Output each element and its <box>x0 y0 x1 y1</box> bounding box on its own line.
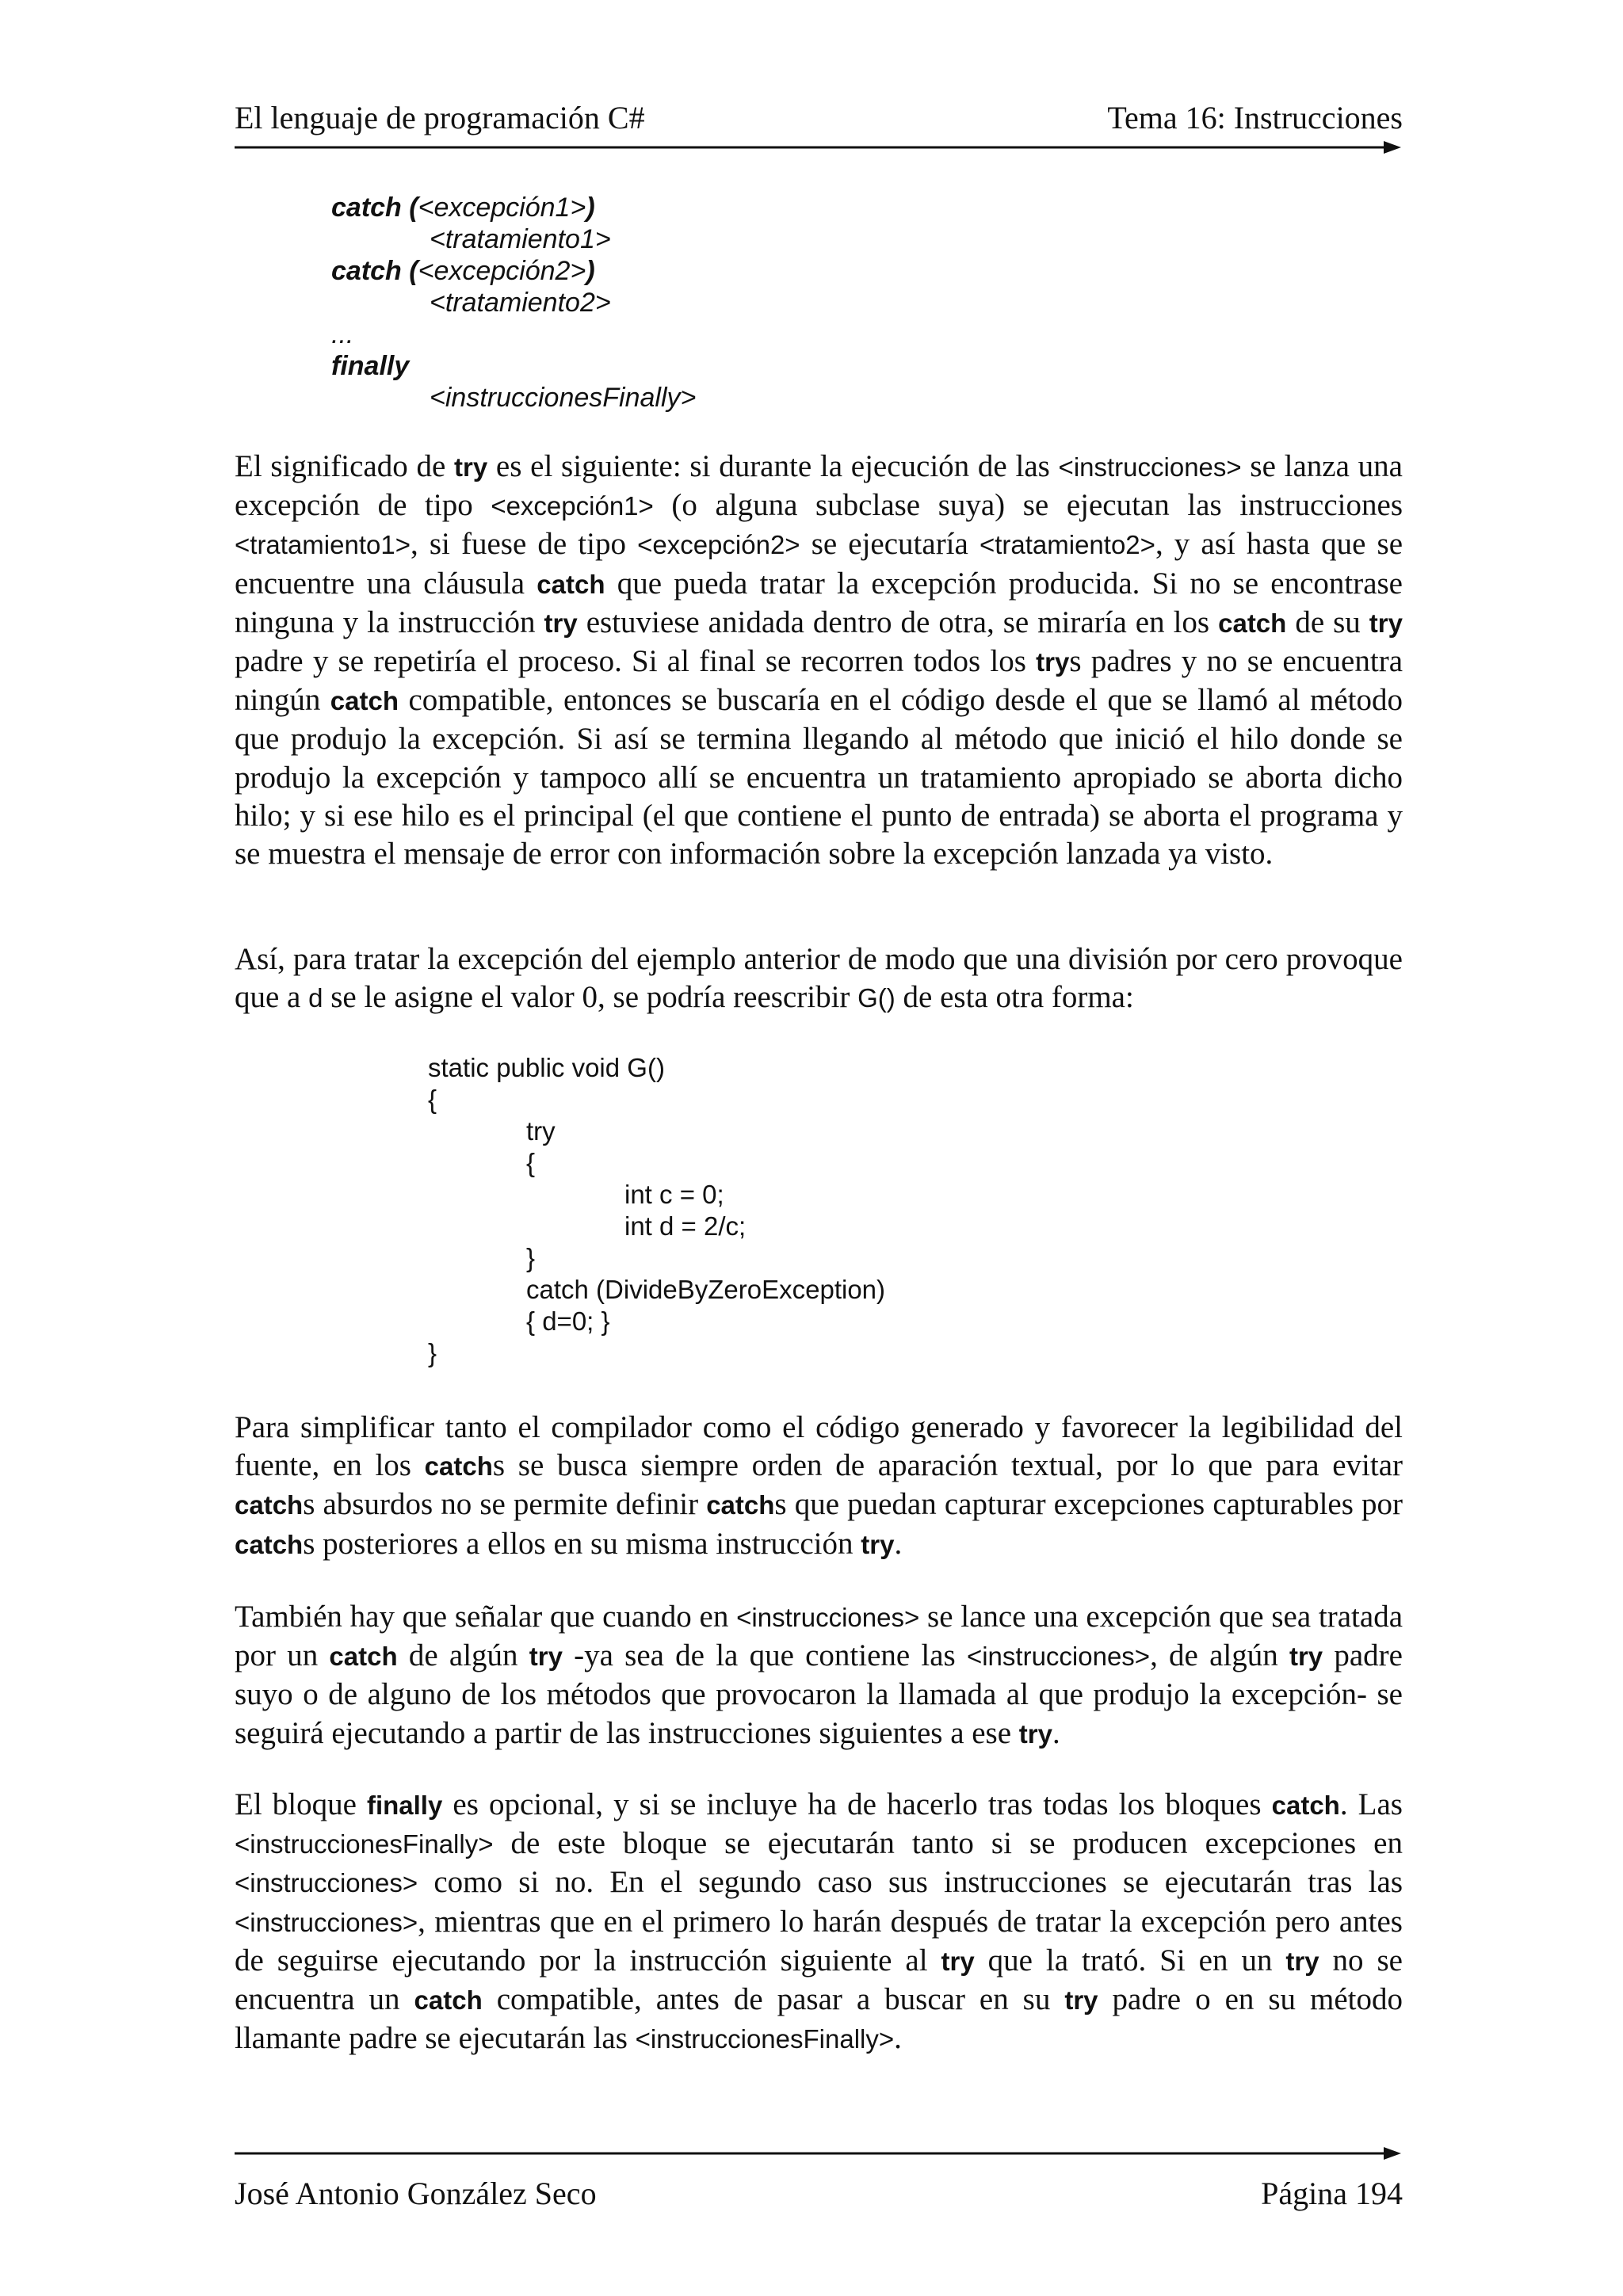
footer-rule-arrow <box>235 2145 1403 2161</box>
code-line: { <box>428 1085 437 1114</box>
syntax-ellipsis: ... <box>331 319 354 349</box>
code-line: int c = 0; <box>624 1180 724 1209</box>
paragraph-continuation: También hay que señalar que cuando en <instrucciones> se lance una excepción que sea tratada por un catch de algún try -ya sea de la que contiene las <instrucciones>, de algún try padre suyo o de alguno de los métodos que provocaron la llamada al que produjo la excepción- se seguirá ejecutando a partir de las instrucciones siguientes a ese try. <box>235 1600 1403 1750</box>
paragraph-finally-block: El bloque finally es opcional, y si se incluye ha de hacerlo tras todas los bloques catch. Las <instruccionesFinally> de este bloque se ejecutarán tanto si se producen excepciones en <instrucciones> como si no. En el segundo caso sus instrucciones se ejecutarán tras las <instrucciones>, mientras que en el primero lo harán después de tratar la excepción pero antes de seguirse ejecutando por la instrucción siguiente al try que la trató. Si en un try no se encuentra un catch compatible, antes de pasar a buscar en su try padre o en su método llamante padre se ejecutarán las <instruccionesFinally>. <box>235 1787 1403 2056</box>
code-line: static public void G() <box>428 1053 665 1082</box>
syntax-treatment-2: <tratamiento2> <box>430 288 611 318</box>
paragraph-catch-order: Para simplificar tanto el compilador como el código generado y favorecer la legibilidad del fuente, en los catchs se busca siempre orden de aparación textual, por lo que para evitar catchs absurdos no se permite definir catchs que puedan capturar excepciones capturables por catchs posteriores a ellos en su misma instrucción try. <box>235 1410 1403 1561</box>
paragraph-example-intro: Así, para tratar la excepción del ejemplo anterior de modo que una división por cero provoque que a d se le asigne el valor 0, se podría reescribir G() de esta otra forma: <box>235 942 1403 1015</box>
code-line: catch (DivideByZeroException) <box>526 1275 886 1304</box>
syntax-finally-body: <instruccionesFinally> <box>430 383 697 413</box>
syntax-catch-2: catch (<excepción2>) <box>331 256 595 286</box>
code-line: int d = 2/c; <box>624 1211 747 1241</box>
code-line: } <box>428 1338 437 1367</box>
syntax-catch-1: catch (<excepción1>) <box>331 193 595 223</box>
paragraph-try-meaning: El significado de try es el siguiente: si durante la ejecución de las <instrucciones> se lanza una excepción de tipo <excepción1> (o alguna subclase suya) se ejecutan las instrucciones <tratamiento1>, si fuese de tipo <excepción2> se ejecutaría <tratamiento2>, y así hasta que se encuentre una cláusula catch que pueda tratar la excepción producida. Si no se encontrase ninguna y la instrucción try estuviese anidada dentro de otra, se miraría en los catch de su try padre y se repetiría el proceso. Si al final se recorren todos los trys padres y no se encuentra ningún catch compatible, entonces se buscaría en el código desde el que se llamó al método que produjo la excepción. Si así se termina llegando al método que inició el hilo donde se produjo la excepción y tampoco allí se encuentra un tratamiento apropiado se aborta dicho hilo; y si ese hilo es el principal (el que contiene el punto de entrada) se aborta el programa y se muestra el mensaje de error con información sobre la excepción lanzada ya visto. <box>235 449 1403 871</box>
code-listing <box>428 1052 885 1369</box>
code-line: } <box>526 1243 536 1272</box>
syntax-block <box>331 192 696 414</box>
code-line: try <box>526 1116 556 1146</box>
code-line: { <box>526 1148 536 1177</box>
footer-page-number: Página 194 <box>1261 2176 1403 2211</box>
syntax-treatment-1: <tratamiento1> <box>430 224 611 254</box>
code-line: { d=0; } <box>526 1306 610 1336</box>
footer-author: José Antonio González Seco <box>235 2176 597 2211</box>
syntax-finally: finally <box>331 351 410 381</box>
header-chapter-title: Tema 16: Instrucciones <box>1107 100 1403 135</box>
header-book-title: El lenguaje de programación C# <box>235 100 645 135</box>
header-rule-arrow <box>235 139 1403 155</box>
